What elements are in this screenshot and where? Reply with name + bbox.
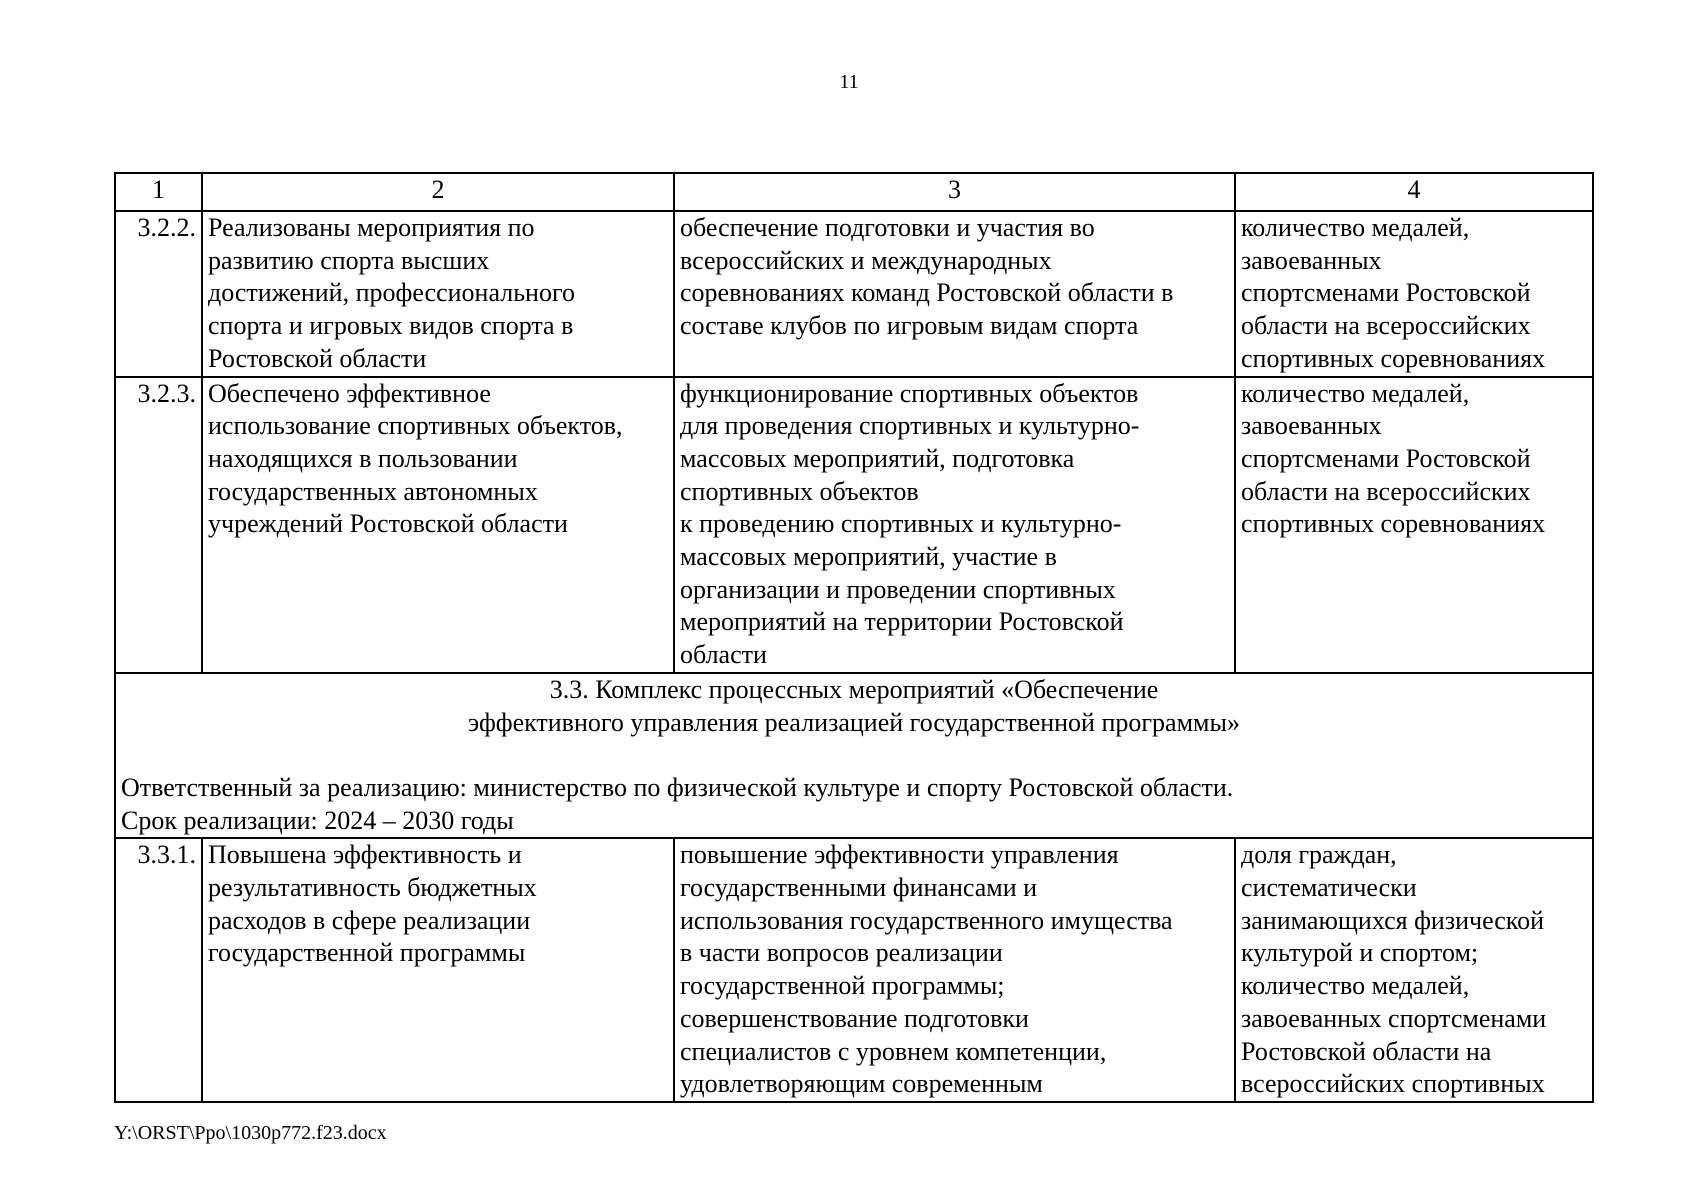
text-line: к проведению спортивных и культурно- bbox=[680, 509, 1122, 539]
text-line: обеспечение подготовки и участия во bbox=[680, 213, 1095, 242]
section-term: Срок реализации: 2024 – 2030 годы bbox=[121, 805, 514, 835]
text-line: мероприятий на территории Ростовской bbox=[680, 607, 1124, 637]
header-cell: 2 bbox=[202, 173, 674, 211]
text-line: для проведения спортивных и культурно- bbox=[680, 411, 1140, 441]
text-line: всероссийских спортивных bbox=[1241, 1069, 1545, 1099]
table-row bbox=[115, 377, 1593, 673]
text-line: в части вопросов реализации bbox=[680, 938, 1003, 968]
table-row bbox=[115, 211, 1593, 377]
text-line: соревнованиях команд Ростовской области в bbox=[680, 278, 1174, 308]
text-line: развитию спорта высших bbox=[208, 245, 490, 275]
description-cell bbox=[674, 377, 1235, 673]
text-line: использование спортивных объектов, bbox=[208, 411, 623, 441]
text-line: количество медалей, bbox=[1241, 213, 1470, 242]
text-line: удовлетворяющим современным bbox=[680, 1069, 1043, 1099]
text-line: государственной программы; bbox=[680, 971, 1005, 1001]
text-line: результативность бюджетных bbox=[208, 873, 537, 903]
text-line: Повышена эффективность и bbox=[208, 840, 522, 870]
text-line: области на всероссийских bbox=[1241, 311, 1531, 341]
row-number: 3.2.3. bbox=[115, 377, 202, 673]
text-line: функционирование спортивных объектов bbox=[680, 378, 1139, 408]
row-number: 3.2.2. bbox=[115, 211, 202, 377]
section-row bbox=[115, 673, 1593, 839]
text-line: организации и проведении спортивных bbox=[680, 574, 1116, 604]
text-line: составе клубов по игровым видам спорта bbox=[680, 311, 1139, 341]
text-line: государственными финансами и bbox=[680, 873, 1038, 903]
description-cell bbox=[674, 838, 1235, 1102]
section-responsible: Ответственный за реализацию: министерство по физической культуре и спорту Ростовской области. bbox=[121, 772, 1234, 802]
indicator-cell bbox=[1235, 838, 1593, 1102]
header-cell: 1 bbox=[115, 173, 202, 211]
text-line: культурой и спортом; bbox=[1241, 938, 1479, 968]
text-line: спортсменами Ростовской bbox=[1241, 278, 1531, 308]
text-line: занимающихся физической bbox=[1241, 905, 1545, 935]
text-line: государственной программы bbox=[208, 938, 526, 968]
text-line: находящихся в пользовании bbox=[208, 443, 518, 473]
indicator-cell bbox=[1235, 377, 1593, 673]
text-line: Реализованы мероприятия по bbox=[208, 213, 535, 242]
text-line: Ростовской области на bbox=[1241, 1036, 1492, 1066]
text-line: области на всероссийских bbox=[1241, 476, 1531, 506]
text-line: достижений, профессионального bbox=[208, 278, 575, 308]
text-line: расходов в сфере реализации bbox=[208, 905, 531, 935]
text-line: спорта и игровых видов спорта в bbox=[208, 311, 574, 341]
header-cell: 3 bbox=[674, 173, 1235, 211]
text-line: Обеспечено эффективное bbox=[208, 378, 491, 408]
result-cell bbox=[202, 377, 674, 673]
text-line: спортивных соревнованиях bbox=[1241, 509, 1546, 539]
measures-table bbox=[114, 172, 1594, 1103]
table-row bbox=[115, 838, 1593, 1102]
file-path-footer: Y:\ORST\Ppo\1030p772.f23.docx bbox=[114, 1122, 387, 1144]
text-line: количество медалей, bbox=[1241, 971, 1470, 1001]
section-cell bbox=[115, 673, 1593, 839]
text-line: повышение эффективности управления bbox=[680, 840, 1119, 870]
description-cell bbox=[674, 211, 1235, 377]
text-line: Ростовской области bbox=[208, 343, 427, 373]
text-line: спортивных объектов bbox=[680, 476, 919, 506]
text-line: завоеванных bbox=[1241, 411, 1382, 441]
text-line: систематически bbox=[1241, 873, 1417, 903]
text-line: завоеванных спортсменами bbox=[1241, 1003, 1547, 1033]
result-cell bbox=[202, 838, 674, 1102]
section-title: эффективного управления реализацией государственной программы» bbox=[468, 707, 1240, 737]
text-line: спортивных соревнованиях bbox=[1241, 343, 1546, 373]
indicator-cell bbox=[1235, 211, 1593, 377]
text-line: специалистов с уровнем компетенции, bbox=[680, 1036, 1107, 1066]
text-line: массовых мероприятий, участие в bbox=[680, 542, 1057, 572]
header-cell: 4 bbox=[1235, 173, 1593, 211]
table-header-row bbox=[115, 173, 1593, 211]
text-line: массовых мероприятий, подготовка bbox=[680, 443, 1075, 473]
text-line: учреждений Ростовской области bbox=[208, 509, 568, 539]
text-line: завоеванных bbox=[1241, 245, 1382, 275]
page-number: 11 bbox=[839, 71, 859, 93]
text-line: доля граждан, bbox=[1241, 840, 1397, 870]
section-title: 3.3. Комплекс процессных мероприятий «Обеспечение bbox=[549, 674, 1159, 704]
row-number: 3.3.1. bbox=[115, 838, 202, 1102]
text-line: государственных автономных bbox=[208, 476, 538, 506]
text-line: всероссийских и международных bbox=[680, 245, 1052, 275]
text-line: области bbox=[680, 640, 767, 670]
text-line: количество медалей, bbox=[1241, 378, 1470, 408]
spacer bbox=[121, 739, 1587, 772]
result-cell bbox=[202, 211, 674, 377]
text-line: спортсменами Ростовской bbox=[1241, 443, 1531, 473]
text-line: использования государственного имущества bbox=[680, 905, 1173, 935]
text-line: совершенствование подготовки bbox=[680, 1003, 1029, 1033]
